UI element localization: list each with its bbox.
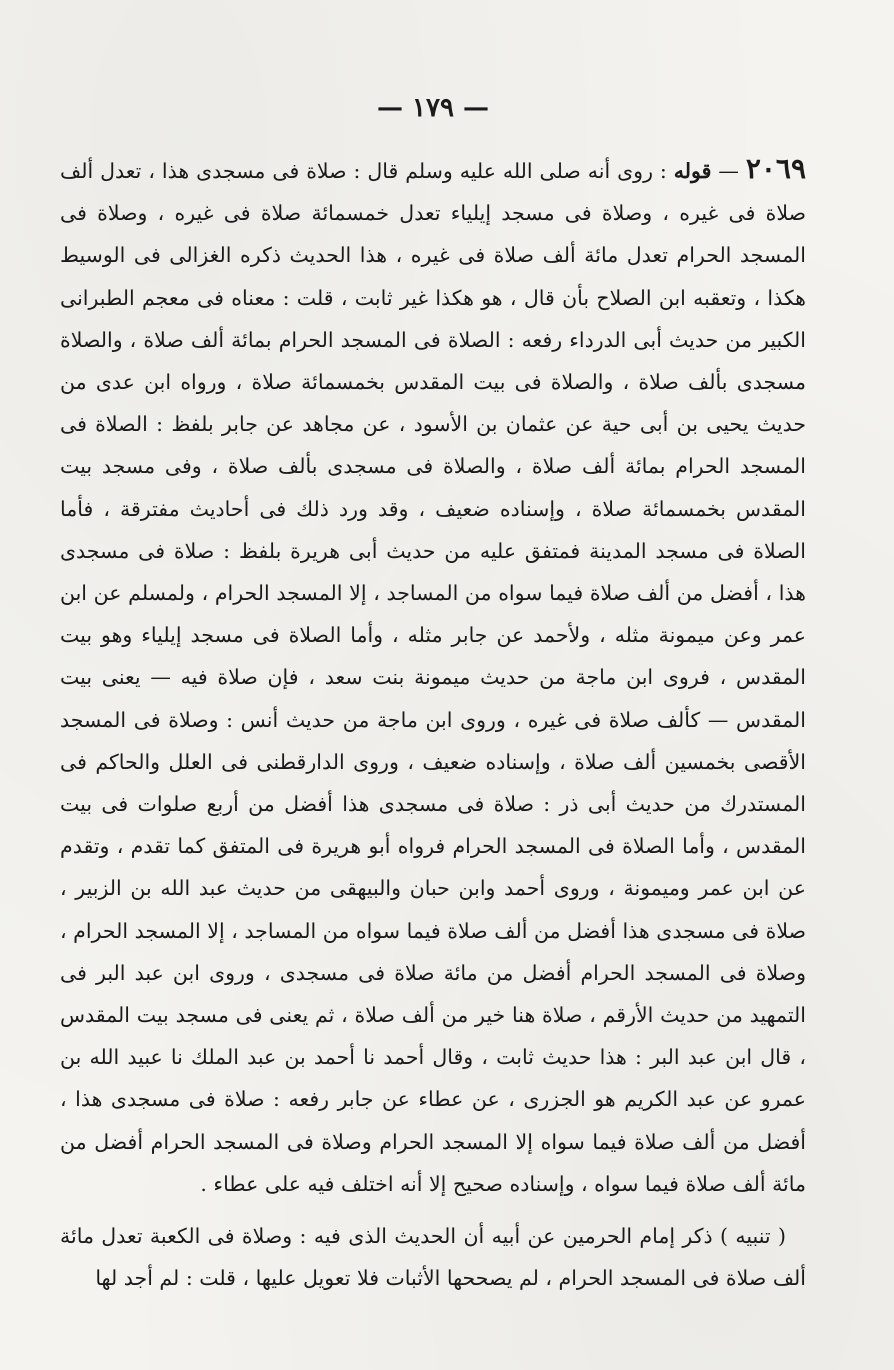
entry-number: ٢٠٦٩ xyxy=(745,152,806,185)
hadith-entry xyxy=(60,148,806,1205)
page-number: — ١٧٩ — xyxy=(376,93,490,123)
entry-text: : روى أنه صلى الله عليه وسلم قال : صلاة فى مسجدى هذا ، تعدل ألف صلاة فى غيره ، وصلاة فى مسجد إيلياء تعدل خمسمائة صلاة فى غيره ، وصلاة فى المسجد الحرام تعدل مائة ألف صلاة فى غيره ، هذا الحديث ذكره الغزالى فى الوسيط هكذا ، وتعقبه ابن الصلاح بأن قال ، هو هكذا غير ثابت ، قلت : معناه فى معجم الطبرانى الكبير من حديث أبى الدرداء رفعه : الصلاة فى المسجد الحرام بمائة ألف صلاة ، والصلاة مسجدى بألف صلاة ، والصلاة فى بيت المقدس بخمسمائة صلاة ، ورواه ابن عدى من حديث يحيى بن أبى حية عن عثمان بن الأسود ، عن مجاهد عن جابر بلفظ : الصلاة فى المسجد الحرام بمائة ألف صلاة ، والصلاة فى مسجدى بألف صلاة ، وفى مسجد بيت المقدس بخمسمائة صلاة ، وإسناده ضعيف ، وقد ورد ذلك فى أحاديث مفترقة ، فأما الصلاة فى مسجد المدينة فمتفق عليه من حديث أبى هريرة بلفظ : صلاة فى مسجدى هذا ، أفضل من ألف صلاة فيما سواه من المساجد ، إلا المسجد الحرام ، ولمسلم عن ابن عمر وعن ميمونة مثله ، ولأحمد عن جابر مثله ، وأما الصلاة فى مسجد إيلياء وهو بيت المقدس ، فروى ابن ماجة من حديث ميمونة بنت سعد ، فإن صلاة فيه — يعنى بيت المقدس — كألف صلاة فى غيره ، وروى ابن ماجة من حديث أنس : وصلاة فى المسجد الأقصى بخمسين ألف صلاة ، وإسناده ضعيف ، وروى الدارقطنى فى العلل والحاكم فى المستدرك من حديث أبى ذر : صلاة فى مسجدى هذا أفضل من أربع صلوات فى بيت المقدس ، وأما الصلاة فى المسجد الحرام فرواه أبو هريرة فى المتفق كما تقدم ، وتقدم عن ابن عمر وميمونة ، وروى أحمد وابن حبان والبيهقى من حديث عبد الله بن الزبير ، صلاة فى مسجدى هذا أفضل من ألف صلاة فيما سواه من المساجد ، إلا المسجد الحرام ، وصلاة فى المسجد الحرام أفضل من مائة صلاة فى مسجدى ، وروى ابن عبد البر فى التمهيد من حديث الأرقم ، صلاة هنا خير من ألف صلاة ، ثم يعنى فى مسجد بيت المقدس ، قال ابن عبد البر : هذا حديث ثابت ، وقال أحمد نا أحمد بن عبد الملك نا عبيد الله بن عمرو عن عبد الكريم هو الجزرى ، عن عطاء عن جابر رفعه : صلاة فى مسجدى هذا ، أفضل من ألف صلاة فيما سواه إلا المسجد الحرام وصلاة فى المسجد الحرام أفضل من مائة ألف صلاة فيما سواه ، وإسناده صحيح إلا أنه اختلف فيه على عطاء . xyxy=(60,159,807,1196)
note-paragraph: ( تنبيه ) ذكر إمام الحرمين عن أبيه أن الحديث الذى فيه : وصلاة فى الكعبة تعدل مائة ألف صلاة فى المسجد الحرام ، لم يصححها الأثبات فلا تعويل عليها ، قلت : لم أجد لها xyxy=(60,1224,806,1291)
entry-lead-word: قوله xyxy=(673,159,712,183)
entry-dash: — xyxy=(711,159,746,183)
